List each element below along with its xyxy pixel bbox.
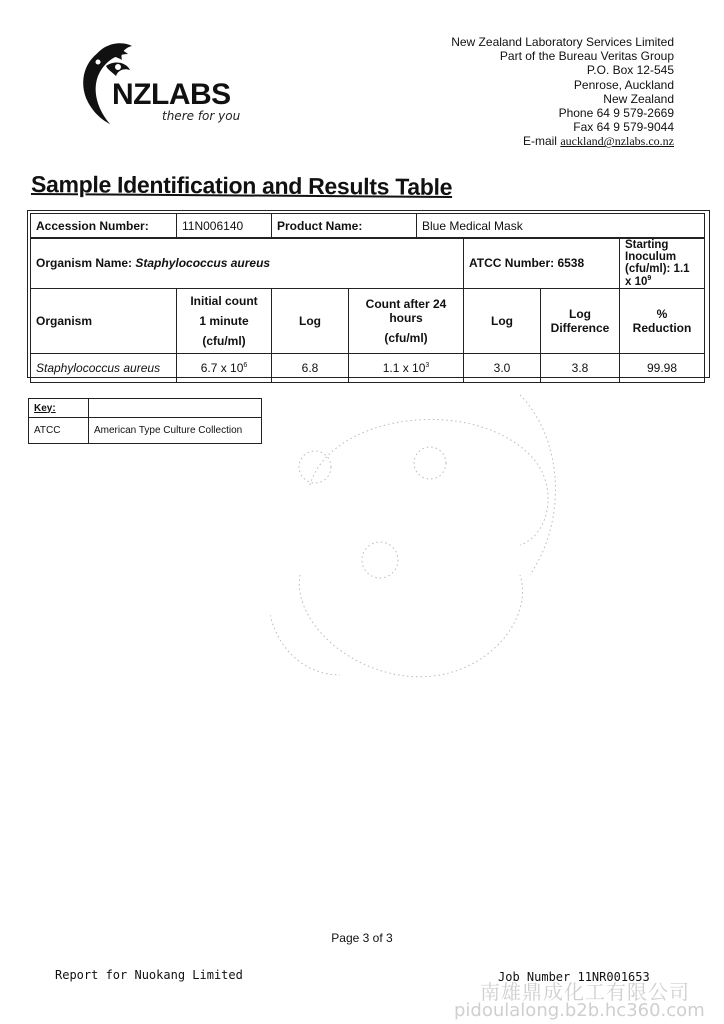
address-line: P.O. Box 12-545 bbox=[586, 63, 674, 78]
col-initial-line1: Initial count bbox=[190, 293, 258, 308]
col-initial-count bbox=[177, 288, 272, 353]
key-meaning: American Type Culture Collection bbox=[89, 418, 262, 444]
inoculum-value bbox=[625, 263, 699, 288]
key-abbreviation: ATCC bbox=[29, 418, 89, 444]
email-link[interactable]: auckland@nzlabs.co.nz bbox=[560, 134, 674, 149]
atcc-number: ATCC Number: 6538 bbox=[464, 239, 620, 289]
inoculum-label: Starting Inoculum bbox=[625, 239, 677, 263]
row-log-2: 3.0 bbox=[464, 353, 541, 382]
report-for: Report for Nuokang Limited bbox=[55, 968, 243, 982]
logo-wordmark: NZLABS bbox=[112, 78, 231, 111]
identification-table bbox=[30, 213, 705, 238]
starting-inoculum bbox=[620, 239, 705, 289]
col-reduction bbox=[620, 288, 705, 353]
col-reduction-line1: % bbox=[656, 306, 668, 321]
row-log-difference: 3.8 bbox=[541, 353, 620, 382]
address-line: Part of the Bureau Veritas Group bbox=[499, 49, 674, 64]
key-heading: Key: bbox=[29, 399, 89, 418]
company-address bbox=[451, 35, 674, 149]
table-row bbox=[31, 214, 705, 238]
row-reduction: 99.98 bbox=[620, 353, 705, 382]
watermark-company: 南雄鼎成化工有限公司 bbox=[480, 980, 690, 1004]
col-log-difference bbox=[541, 288, 620, 353]
col-initial-line2: 1 minute bbox=[199, 313, 249, 328]
email-label: E-mail bbox=[522, 134, 557, 149]
col-after-line1: Count after 24 bbox=[365, 296, 447, 311]
organism-name-cell bbox=[31, 239, 464, 289]
row-count-after bbox=[349, 353, 464, 382]
col-logdiff-line2: Difference bbox=[550, 320, 610, 335]
key-empty-cell bbox=[89, 399, 262, 418]
watermark-url: pidoulalong.b2b.hc360.com bbox=[454, 1000, 705, 1021]
inoculum-exponent: 9 bbox=[647, 275, 652, 282]
table-row bbox=[29, 399, 262, 418]
row-after-exponent: 3 bbox=[425, 361, 430, 369]
job-number: Job Number 11NR001653 bbox=[498, 970, 650, 984]
col-organism: Organism bbox=[31, 288, 177, 353]
background-watermark-emblem bbox=[270, 375, 600, 695]
key-table bbox=[28, 398, 262, 444]
product-value: Blue Medical Mask bbox=[417, 214, 705, 238]
table-row bbox=[29, 418, 262, 444]
address-line: New Zealand Laboratory Services Limited bbox=[451, 35, 674, 49]
col-count-after bbox=[349, 288, 464, 353]
results-table bbox=[30, 238, 705, 383]
row-initial-base: 6.7 x 10 bbox=[200, 360, 244, 375]
document-title: Sample Identification and Results Table bbox=[30, 171, 453, 200]
row-after-base: 1.1 x 10 bbox=[382, 360, 426, 375]
inoculum-base: (cfu/ml): 1.1 x 10 bbox=[625, 263, 690, 288]
organism-name-value: Staphylococcus aureus bbox=[135, 256, 271, 271]
col-after-line3: (cfu/ml) bbox=[384, 330, 428, 345]
row-organism: Staphylococcus aureus bbox=[31, 353, 177, 382]
page-number: Page 3 of 3 bbox=[331, 931, 393, 945]
col-log-1: Log bbox=[272, 288, 349, 353]
organism-name-label: Organism Name: bbox=[36, 256, 133, 271]
row-initial-exponent: 6 bbox=[243, 361, 248, 369]
address-line: New Zealand bbox=[603, 91, 674, 106]
row-initial-count bbox=[177, 353, 272, 382]
row-log-1: 6.8 bbox=[272, 353, 349, 382]
address-line: Phone 64 9 579-2669 bbox=[558, 106, 674, 121]
product-label: Product Name: bbox=[272, 214, 417, 238]
table-row bbox=[31, 353, 705, 382]
table-row bbox=[31, 239, 705, 289]
address-line: Fax 64 9 579-9044 bbox=[573, 120, 674, 135]
table-header-row bbox=[31, 288, 705, 353]
col-after-line2: hours bbox=[389, 310, 423, 325]
address-line: Penrose, Auckland bbox=[573, 77, 674, 92]
col-logdiff-line1: Log bbox=[569, 306, 591, 321]
col-initial-line3: (cfu/ml) bbox=[202, 333, 246, 348]
logo-tagline: there for you bbox=[162, 109, 241, 123]
email-line bbox=[451, 134, 674, 148]
accession-label: Accession Number: bbox=[31, 214, 177, 238]
col-reduction-line2: Reduction bbox=[632, 320, 692, 335]
accession-value: 11N006140 bbox=[177, 214, 272, 238]
col-log-2: Log bbox=[464, 288, 541, 353]
